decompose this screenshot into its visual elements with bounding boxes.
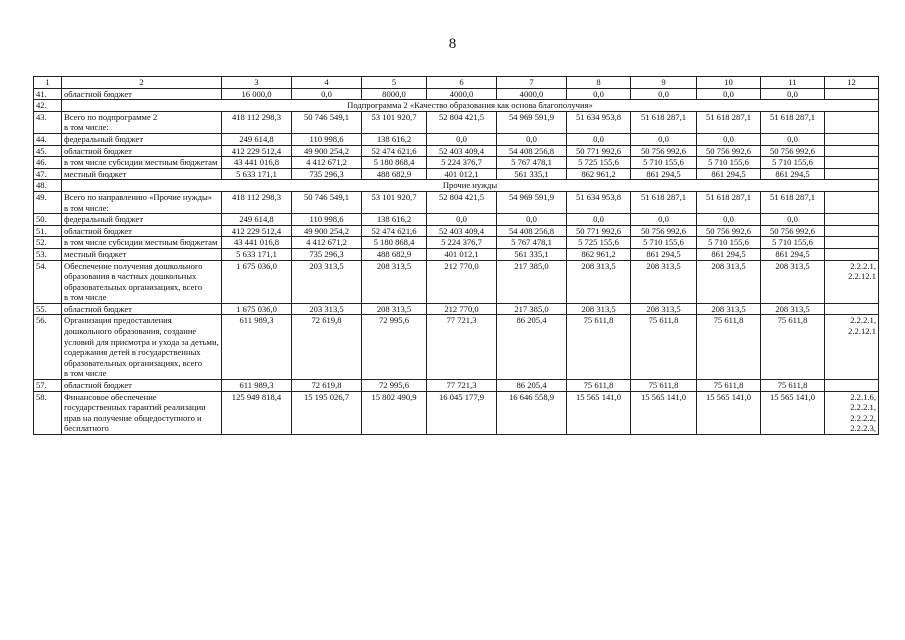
table-row: [34, 248, 879, 260]
amount-cell: 861 294,5: [697, 248, 761, 260]
table-row: [34, 214, 879, 226]
amount-cell: 208 313,5: [697, 260, 761, 303]
amount-cell: 412 229 512,4: [222, 145, 292, 157]
row-number: 44.: [34, 133, 62, 145]
task-code: [825, 111, 879, 133]
amount-cell: 735 296,3: [292, 248, 362, 260]
amount-cell: 0,0: [567, 133, 631, 145]
amount-cell: 138 616,2: [362, 214, 427, 226]
column-number-7: 7: [497, 77, 567, 89]
amount-cell: 212 770,0: [427, 260, 497, 303]
column-number-12: 12: [825, 77, 879, 89]
section-title: Подпрограмма 2 «Качество образования как основа благополучия»: [62, 100, 879, 112]
amount-cell: 249 614,8: [222, 214, 292, 226]
task-code: [825, 88, 879, 100]
amount-cell: 418 112 298,3: [222, 191, 292, 213]
amount-cell: 50 756 992,6: [631, 145, 697, 157]
amount-cell: 0,0: [697, 133, 761, 145]
amount-cell: 75 611,8: [567, 380, 631, 392]
amount-cell: 86 205,4: [497, 315, 567, 380]
amount-cell: 208 313,5: [761, 303, 825, 315]
row-number: 47.: [34, 168, 62, 180]
amount-cell: 611 989,3: [222, 315, 292, 380]
amount-cell: 15 565 141,0: [631, 391, 697, 434]
amount-cell: 0,0: [497, 214, 567, 226]
task-code: [825, 168, 879, 180]
row-number: 54.: [34, 260, 62, 303]
row-number: 48.: [34, 180, 62, 192]
amount-cell: 52 474 621,6: [362, 225, 427, 237]
amount-cell: 52 474 621,6: [362, 145, 427, 157]
amount-cell: 861 294,5: [631, 168, 697, 180]
task-code: 2.2.1.6, 2.2.2.1, 2.2.2.2, 2.2.2.3,: [825, 391, 879, 434]
row-name: местный бюджет: [62, 248, 222, 260]
amount-cell: 8000,0: [362, 88, 427, 100]
amount-cell: 15 565 141,0: [761, 391, 825, 434]
row-name: областной бюджет: [62, 225, 222, 237]
section-row: [34, 100, 879, 112]
amount-cell: 212 770,0: [427, 303, 497, 315]
amount-cell: 5 224 376,7: [427, 237, 497, 249]
amount-cell: 5 633 171,1: [222, 168, 292, 180]
amount-cell: 0,0: [497, 133, 567, 145]
table-row: [34, 315, 879, 380]
amount-cell: 72 619,8: [292, 380, 362, 392]
task-code: 2.2.2.1, 2.2.12.1: [825, 260, 879, 303]
amount-cell: 0,0: [427, 133, 497, 145]
amount-cell: 5 767 478,1: [497, 237, 567, 249]
amount-cell: 50 771 992,6: [567, 225, 631, 237]
table-row: [34, 380, 879, 392]
amount-cell: 50 771 992,6: [567, 145, 631, 157]
amount-cell: 72 995,6: [362, 315, 427, 380]
amount-cell: 16 646 558,9: [497, 391, 567, 434]
amount-cell: 217 385,0: [497, 303, 567, 315]
amount-cell: 50 756 992,6: [697, 225, 761, 237]
row-name: Обеспечение получения дошкольного образования в частных дошкольных образовательных организациях, всего в том числе: [62, 260, 222, 303]
row-name: областной бюджет: [62, 88, 222, 100]
amount-cell: 217 385,0: [497, 260, 567, 303]
column-number-11: 11: [761, 77, 825, 89]
amount-cell: 51 618 287,1: [631, 111, 697, 133]
amount-cell: 77 721,3: [427, 315, 497, 380]
amount-cell: 5 710 155,6: [631, 157, 697, 169]
amount-cell: 51 634 953,8: [567, 111, 631, 133]
amount-cell: 208 313,5: [362, 303, 427, 315]
amount-cell: 5 767 478,1: [497, 157, 567, 169]
amount-cell: 861 294,5: [697, 168, 761, 180]
amount-cell: 5 725 155,6: [567, 157, 631, 169]
task-code: [825, 191, 879, 213]
amount-cell: 54 969 591,9: [497, 191, 567, 213]
amount-cell: 203 313,5: [292, 303, 362, 315]
amount-cell: 52 804 421,5: [427, 191, 497, 213]
column-number-4: 4: [292, 77, 362, 89]
amount-cell: 5 710 155,6: [697, 157, 761, 169]
table-body: [34, 77, 879, 435]
page-number: 8: [448, 36, 457, 52]
amount-cell: 50 746 549,1: [292, 191, 362, 213]
amount-cell: 861 294,5: [761, 168, 825, 180]
amount-cell: 43 441 016,8: [222, 237, 292, 249]
row-number: 50.: [34, 214, 62, 226]
budget-table: [33, 76, 879, 435]
amount-cell: 208 313,5: [567, 303, 631, 315]
amount-cell: 50 746 549,1: [292, 111, 362, 133]
table-row: [34, 88, 879, 100]
table-row: [34, 237, 879, 249]
amount-cell: 4 412 671,2: [292, 157, 362, 169]
amount-cell: 0,0: [427, 214, 497, 226]
amount-cell: 5 710 155,6: [761, 157, 825, 169]
amount-cell: 110 998,6: [292, 133, 362, 145]
amount-cell: 0,0: [761, 88, 825, 100]
section-title: Прочие нужды: [62, 180, 879, 192]
column-number-9: 9: [631, 77, 697, 89]
row-number: 58.: [34, 391, 62, 434]
amount-cell: 5 180 868,4: [362, 237, 427, 249]
amount-cell: 561 335,1: [497, 248, 567, 260]
row-number: 51.: [34, 225, 62, 237]
row-name: областной бюджет: [62, 380, 222, 392]
row-name: в том числе субсидии местным бюджетам: [62, 157, 222, 169]
amount-cell: 0,0: [292, 88, 362, 100]
table-row: [34, 145, 879, 157]
amount-cell: 4 412 671,2: [292, 237, 362, 249]
amount-cell: 249 614,8: [222, 133, 292, 145]
amount-cell: 611 989,3: [222, 380, 292, 392]
row-name: областной бюджет: [62, 145, 222, 157]
amount-cell: 861 294,5: [761, 248, 825, 260]
table-row: [34, 168, 879, 180]
row-number: 52.: [34, 237, 62, 249]
task-code: [825, 248, 879, 260]
task-code: [825, 133, 879, 145]
row-name: в том числе субсидии местным бюджетам: [62, 237, 222, 249]
amount-cell: 52 403 409,4: [427, 145, 497, 157]
amount-cell: 16 000,0: [222, 88, 292, 100]
amount-cell: 75 611,8: [631, 380, 697, 392]
row-name: местный бюджет: [62, 168, 222, 180]
amount-cell: 51 618 287,1: [697, 111, 761, 133]
amount-cell: 43 441 016,8: [222, 157, 292, 169]
row-name: Всего по направлению «Прочие нужды» в том числе:: [62, 191, 222, 213]
amount-cell: 0,0: [697, 88, 761, 100]
amount-cell: 412 229 512,4: [222, 225, 292, 237]
amount-cell: 72 995,6: [362, 380, 427, 392]
amount-cell: 16 045 177,9: [427, 391, 497, 434]
amount-cell: 50 756 992,6: [697, 145, 761, 157]
row-number: 46.: [34, 157, 62, 169]
amount-cell: 208 313,5: [697, 303, 761, 315]
row-number: 42.: [34, 100, 62, 112]
table-row: [34, 133, 879, 145]
amount-cell: 110 998,6: [292, 214, 362, 226]
amount-cell: 0,0: [761, 133, 825, 145]
amount-cell: 0,0: [567, 214, 631, 226]
column-number-row: [34, 77, 879, 89]
row-number: 57.: [34, 380, 62, 392]
amount-cell: 51 618 287,1: [761, 111, 825, 133]
row-number: 53.: [34, 248, 62, 260]
table-row: [34, 391, 879, 434]
column-number-2: 2: [62, 77, 222, 89]
row-number: 41.: [34, 88, 62, 100]
amount-cell: 401 012,1: [427, 168, 497, 180]
column-number-10: 10: [697, 77, 761, 89]
table-row: [34, 111, 879, 133]
amount-cell: 208 313,5: [631, 303, 697, 315]
row-name: федеральный бюджет: [62, 133, 222, 145]
amount-cell: 53 101 920,7: [362, 111, 427, 133]
amount-cell: 5 710 155,6: [697, 237, 761, 249]
amount-cell: 75 611,8: [761, 380, 825, 392]
amount-cell: 54 408 256,8: [497, 225, 567, 237]
amount-cell: 862 961,2: [567, 168, 631, 180]
row-name: Всего по подпрограмме 2 в том числе:: [62, 111, 222, 133]
table-row: [34, 191, 879, 213]
amount-cell: 50 756 992,6: [761, 225, 825, 237]
amount-cell: 15 195 026,7: [292, 391, 362, 434]
amount-cell: 735 296,3: [292, 168, 362, 180]
amount-cell: 5 725 155,6: [567, 237, 631, 249]
task-code: [825, 303, 879, 315]
amount-cell: 72 619,8: [292, 315, 362, 380]
section-row: [34, 180, 879, 192]
amount-cell: 54 408 256,8: [497, 145, 567, 157]
row-name: Организация предоставления дошкольного образования, создание условий для присмотра и ухода за детьми, содержания детей в государственных образовательных организациях, всего в том числе: [62, 315, 222, 380]
table-row: [34, 225, 879, 237]
row-name: областной бюджет: [62, 303, 222, 315]
amount-cell: 208 313,5: [362, 260, 427, 303]
amount-cell: 4000,0: [427, 88, 497, 100]
table-row: [34, 303, 879, 315]
amount-cell: 77 721,3: [427, 380, 497, 392]
amount-cell: 75 611,8: [761, 315, 825, 380]
task-code: [825, 145, 879, 157]
amount-cell: 86 205,4: [497, 380, 567, 392]
amount-cell: 50 756 992,6: [631, 225, 697, 237]
amount-cell: 52 403 409,4: [427, 225, 497, 237]
column-number-6: 6: [427, 77, 497, 89]
table-row: [34, 260, 879, 303]
amount-cell: 138 616,2: [362, 133, 427, 145]
amount-cell: 208 313,5: [631, 260, 697, 303]
amount-cell: 54 969 591,9: [497, 111, 567, 133]
row-number: 43.: [34, 111, 62, 133]
amount-cell: 5 224 376,7: [427, 157, 497, 169]
table-row: [34, 157, 879, 169]
task-code: [825, 157, 879, 169]
amount-cell: 0,0: [567, 88, 631, 100]
task-code: [825, 214, 879, 226]
amount-cell: 1 675 036,0: [222, 303, 292, 315]
amount-cell: 75 611,8: [697, 380, 761, 392]
amount-cell: 488 682,9: [362, 168, 427, 180]
amount-cell: 488 682,9: [362, 248, 427, 260]
amount-cell: 5 710 155,6: [631, 237, 697, 249]
amount-cell: 0,0: [697, 214, 761, 226]
amount-cell: 5 633 171,1: [222, 248, 292, 260]
amount-cell: 203 313,5: [292, 260, 362, 303]
amount-cell: 208 313,5: [567, 260, 631, 303]
amount-cell: 125 949 818,4: [222, 391, 292, 434]
amount-cell: 0,0: [761, 214, 825, 226]
row-name: Финансовое обеспечение государственных гарантий реализации прав на получение общедоступного и бесплатного: [62, 391, 222, 434]
amount-cell: 75 611,8: [631, 315, 697, 380]
column-number-5: 5: [362, 77, 427, 89]
amount-cell: 51 618 287,1: [631, 191, 697, 213]
amount-cell: 5 710 155,6: [761, 237, 825, 249]
task-code: [825, 237, 879, 249]
amount-cell: 51 618 287,1: [697, 191, 761, 213]
amount-cell: 53 101 920,7: [362, 191, 427, 213]
amount-cell: 49 900 254,2: [292, 145, 362, 157]
amount-cell: 75 611,8: [567, 315, 631, 380]
task-code: [825, 225, 879, 237]
row-name: федеральный бюджет: [62, 214, 222, 226]
amount-cell: 208 313,5: [761, 260, 825, 303]
amount-cell: 418 112 298,3: [222, 111, 292, 133]
row-number: 56.: [34, 315, 62, 380]
amount-cell: 49 900 254,2: [292, 225, 362, 237]
amount-cell: 862 961,2: [567, 248, 631, 260]
amount-cell: 4000,0: [497, 88, 567, 100]
amount-cell: 15 565 141,0: [567, 391, 631, 434]
amount-cell: 5 180 868,4: [362, 157, 427, 169]
amount-cell: 861 294,5: [631, 248, 697, 260]
amount-cell: 75 611,8: [697, 315, 761, 380]
row-number: 49.: [34, 191, 62, 213]
amount-cell: 51 634 953,8: [567, 191, 631, 213]
column-number-1: 1: [34, 77, 62, 89]
amount-cell: 15 802 490,9: [362, 391, 427, 434]
amount-cell: 15 565 141,0: [697, 391, 761, 434]
amount-cell: 1 675 036,0: [222, 260, 292, 303]
row-number: 55.: [34, 303, 62, 315]
column-number-3: 3: [222, 77, 292, 89]
amount-cell: 401 012,1: [427, 248, 497, 260]
amount-cell: 0,0: [631, 88, 697, 100]
task-code: 2.2.2.1, 2.2.12.1: [825, 315, 879, 380]
amount-cell: 0,0: [631, 214, 697, 226]
amount-cell: 51 618 287,1: [761, 191, 825, 213]
amount-cell: 52 804 421,5: [427, 111, 497, 133]
amount-cell: 561 335,1: [497, 168, 567, 180]
task-code: [825, 380, 879, 392]
row-number: 45.: [34, 145, 62, 157]
column-number-8: 8: [567, 77, 631, 89]
amount-cell: 50 756 992,6: [761, 145, 825, 157]
amount-cell: 0,0: [631, 133, 697, 145]
